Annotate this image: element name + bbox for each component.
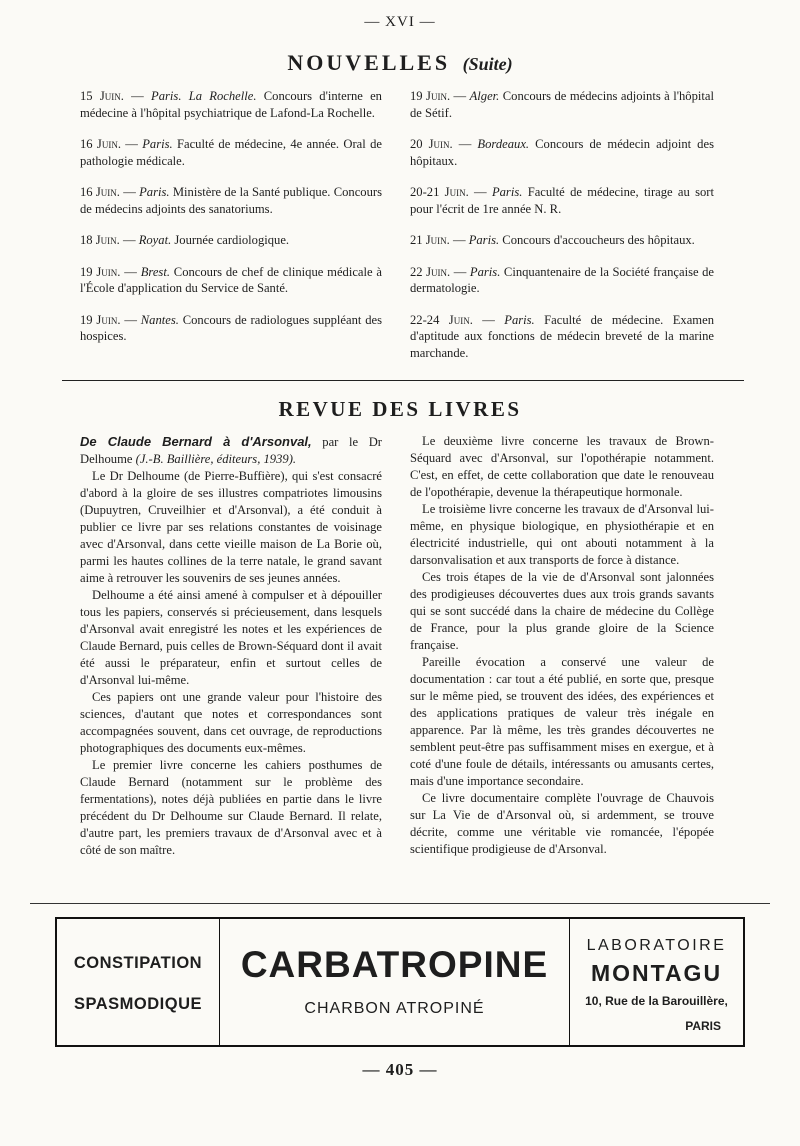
page-bottom-number: — 405 — [362, 1060, 438, 1079]
news-dash: — [452, 137, 478, 151]
news-date: 21 Juin. [410, 233, 450, 247]
news-item [410, 136, 714, 169]
news-dash: — [119, 185, 140, 199]
news-dash: — [120, 312, 141, 327]
news-text: Concours d'interne en médecine à l'hôpital psychiatrique de Lafond-La Rochelle. [80, 89, 382, 120]
advert-lab-address: 10, Rue de la Barouillère, [585, 994, 728, 1008]
news-dash: — [120, 264, 141, 279]
book-publisher: (J.-B. Baillière, éditeurs, 1939). [135, 452, 297, 466]
advert-brand-cell [220, 919, 570, 1045]
review-paragraph: Le Dr Delhoume (de Pierre-Buffière), qui s'est consacré d'abord à la gloire de ses illustres compatriotes limousins (Dupuytren, Cruveilhier et d'Arsonval), a été conduit à publier ce livre par ses relations constantes de voisinage avec d'Arsonval, dans cette vieille maison de La Borie où, parmi les hautes collines de la terre natale, le grand savant aime à retrouver les souvenirs de ses jeunes années. [80, 469, 382, 585]
news-text: Concours d'accoucheurs des hôpitaux. [502, 233, 695, 247]
news-dash: — [450, 89, 470, 103]
news-item [410, 312, 714, 362]
news-title-text: NOUVELLES [287, 50, 451, 75]
review-paragraph: Ces trois étapes de la vie de d'Arsonval sont jalonnées des prodigieuses découvertes dues aux trois grands savants qui se sont succédé dans la chaire de médecine du Collège de France, pour la plus grande gloire de la Science française. [410, 570, 714, 652]
news-city: Alger. [469, 89, 500, 103]
news-text: Ministère de la Santé publique. Concours de médecins adjoints des sanatoriums. [80, 185, 383, 216]
news-text: Concours de médecin adjoint des hôpitaux. [410, 137, 714, 168]
news-city: Paris. La Rochelle. [151, 89, 257, 103]
section-divider [62, 380, 744, 381]
news-item [80, 88, 382, 121]
review-left-paragraphs [80, 468, 382, 859]
news-text: Journée cardiologique. [174, 233, 290, 247]
news-city: Paris. [139, 185, 170, 199]
review-paragraph: Pareille évocation a conservé une valeur de documentation : car tout a été publié, en sorte que, presque sur le même pied, se trouvent des idées, des expériences et des applications pratiques de valeur très inégale en apparence. Par là même, les très grandes découvertes ne semblent peut-être pas suffisamment mises en exergue, et à coté d'une foule de détails, intéressants ou amusants certes, mais d'une importance secondaire. [410, 655, 714, 788]
news-date: 16 Juin. [80, 185, 120, 199]
news-dash: — [120, 137, 143, 151]
page-top-number: — XVI — [364, 14, 436, 30]
news-date: 18 Juin. [80, 233, 120, 247]
book-title: De Claude Bernard à d'Arsonval, [80, 434, 312, 449]
advert-divider [30, 903, 770, 904]
news-city: Brest. [140, 264, 170, 279]
news-text: Concours de médecins adjoints à l'hôpital de Sétif. [410, 89, 714, 120]
news-date: 19 Juin. [80, 264, 121, 279]
news-date: 19 Juin. [410, 89, 451, 103]
advert-brand-subtitle: CHARBON ATROPINÉ [304, 1000, 485, 1017]
news-city: Nantes. [140, 312, 179, 327]
news-item [410, 264, 714, 297]
review-paragraph: Delhoume a été ainsi amené à compulser et à dépouiller tous les papiers, conservés si précieusement, dans lesquels d'Arsonval avait enregistré les notes et les expériences de Claude Bernard, puis celles de Brown-Séquard dont il avait été aussi le préparateur, enfin et surtout celles de d'Arsonval lui-même. [80, 588, 382, 687]
news-text: Concours de radiologues suppléant des hospices. [80, 312, 383, 343]
review-paragraph: Ces papiers ont une grande valeur pour l'histoire des sciences, d'autant que notes et correspondances sont accompagnées souvent, dans cet ouvrage, de reproductions photographiques des documents eux-mêmes. [80, 690, 382, 755]
news-dash: — [450, 264, 470, 279]
news-date: 20-21 Juin. [410, 185, 469, 199]
news-city: Paris. [468, 233, 500, 247]
advert-lab-city: PARIS [685, 1019, 721, 1033]
advert-lab-label: LABORATOIRE [586, 937, 727, 954]
news-date: 22-24 Juin. [410, 312, 473, 327]
news-item [80, 232, 382, 249]
news-item [80, 312, 382, 345]
review-section-title: REVUE DES LIVRES [278, 397, 522, 421]
review-paragraph: Le deuxième livre concerne les travaux de Brown-Séquard avec d'Arsonval, sur l'opothérapie notamment. C'est, en effet, de cette collaboration que date le renouveau de l'opothérapie, devenue la thérapeutique hormonale. [410, 434, 714, 499]
news-item [410, 184, 714, 217]
review-paragraph: Le premier livre concerne les cahiers posthumes de Claude Bernard (notamment sur le problème des fermentations), notes déjà publiées en partie dans le livre précédent du Dr Delhoume sur Claude Bernard. Il relate, d'autre part, les premiers travaux de d'Arsonval avec et à côté de son maître. [80, 758, 382, 857]
news-city: Bordeaux. [477, 137, 530, 151]
book-author: par le Dr Delhoume [80, 435, 382, 466]
advert-spasmodique: SPASMODIQUE [73, 995, 203, 1013]
advert-lab-cell [570, 919, 743, 1045]
news-city: Paris. [504, 312, 535, 327]
advertisement [55, 917, 745, 1047]
news-item [80, 264, 382, 297]
news-text: Concours de chef de clinique médicale à l'École d'application du Service de Santé. [80, 264, 383, 295]
review-paragraph: Le troisième livre concerne les travaux de d'Arsonval lui-même, en physique biologique, en physiothérapie et en électricité industrielle, qui ont abouti notamment à la darsonvalisation et aux transports de force à distance. [410, 502, 714, 567]
news-item [410, 232, 714, 249]
advert-brand-name: CARBATROPINE [240, 944, 549, 985]
news-city: Paris. [491, 185, 523, 199]
news-text: Faculté de médecine, 4e année. Oral de pathologie médicale. [80, 137, 382, 168]
news-city: Paris. [469, 264, 501, 279]
review-left-column [80, 433, 382, 859]
news-dash: — [472, 312, 505, 327]
news-text: Faculté de médecine, tirage au sort pour l'écrit de 1re année N. R. [410, 185, 715, 216]
news-right-column [410, 88, 714, 376]
news-city: Royat. [138, 233, 172, 247]
news-text: Faculté de médecine. Examen d'aptitude aux fonctions de médecin breveté de la marine marchande. [410, 312, 714, 360]
advert-indication-cell [57, 919, 220, 1045]
news-left-column [80, 88, 382, 360]
news-date: 15 Juin. [80, 89, 124, 103]
news-date: 19 Juin. [80, 312, 121, 327]
news-dash: — [449, 233, 469, 247]
news-date: 22 Juin. [410, 264, 451, 279]
news-city: Paris. [142, 137, 173, 151]
news-section-title [0, 50, 800, 76]
news-date: 20 Juin. [410, 137, 453, 151]
news-text: Cinquantenaire de la Société française de dermatologie. [410, 264, 714, 295]
news-dash: — [123, 89, 152, 103]
advert-constipation: CONSTIPATION [73, 954, 203, 972]
review-paragraph: Ce livre documentaire complète l'ouvrage de Chauvois sur La Vie de d'Arsonval où, si ardemment, se trouve décrite, comme une véritable vie romancée, l'épopée scientifique prodigieuse de d'Arsonval. [410, 791, 714, 856]
review-right-column [410, 433, 714, 858]
advert-lab-name: MONTAGU [590, 960, 723, 986]
book-citation [80, 433, 382, 468]
news-item [410, 88, 714, 121]
news-dash: — [468, 185, 492, 199]
news-item [80, 136, 382, 169]
news-date: 16 Juin. [80, 137, 121, 151]
news-dash: — [119, 233, 139, 247]
news-title-suffix: (Suite) [462, 54, 513, 74]
news-item [80, 184, 382, 217]
